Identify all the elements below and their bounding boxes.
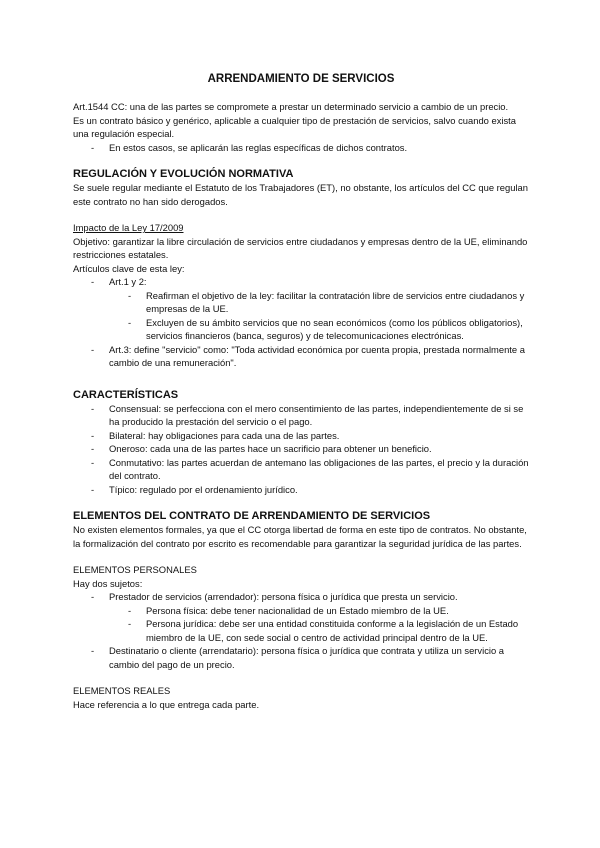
subheading-ley: Impacto de la Ley 17/2009 [73, 222, 184, 233]
intro-paragraph: Art.1544 CC: una de las partes se compromete a prestar un determinado servicio a cambio de un precio. [73, 101, 509, 112]
list-item: - Consensual: se perfecciona con el mero consentimiento de las partes, independientemente de si se ha producido la prestación del servicio o el pago. [73, 402, 529, 429]
paragraph: Hace referencia a lo que entrega cada parte. [73, 698, 260, 710]
paragraph: Objetivo: garantizar la libre circulación de servicios entre ciudadanos y empresas dentro de la UE, eliminando restricciones estatales. [73, 235, 528, 260]
list-item: - Reafirman el objetivo de la ley: facilitar la contratación libre de servicios entre ciudadanos y empresas de la UE. [73, 289, 529, 316]
sujetos-list [73, 590, 529, 671]
document-title: ARRENDAMIENTO DE SERVICIOS [207, 73, 395, 85]
section-heading-regulacion: REGULACIÓN Y EVOLUCIÓN NORMATIVA [73, 168, 294, 180]
section-heading-elementos: ELEMENTOS DEL CONTRATO DE ARRENDAMIENTO DE SERVICIOS [73, 510, 431, 522]
paragraph: Hay dos sujetos: [73, 577, 143, 589]
list-item: - Típico: regulado por el ordenamiento jurídico. [73, 483, 529, 497]
intro-list [73, 141, 529, 155]
paragraph: Se suele regular mediante el Estatuto de los Trabajadores (ET), no obstante, los artículos del CC que regulan este contrato no han sido derogados. [73, 182, 528, 207]
list-item: - Excluyen de su ámbito servicios que no sean económicos (como los públicos obligatorios), servicios financieros (banca, seguros) y de telecomunicaciones electrónicas. [73, 316, 529, 343]
caracteristicas-list [73, 402, 529, 497]
paragraph: Artículos clave de esta ley: [73, 262, 185, 274]
list-item: - Art.3: define "servicio" como: "Toda actividad económica por cuenta propia, prestada normalmente a cambio de una remuneración". [73, 343, 529, 370]
list-item: - Persona jurídica: debe ser una entidad constituida conforme a la legislación de un Estado miembro de la UE, con sede social o centro de actividad principal dentro de la UE. [73, 617, 529, 644]
list-item: - Persona física: debe tener nacionalidad de un Estado miembro de la UE. [73, 604, 529, 618]
subheading-reales: ELEMENTOS REALES [73, 685, 171, 696]
subheading-personales: ELEMENTOS PERSONALES [73, 564, 197, 575]
paragraph: No existen elementos formales, ya que el CC otorga libertad de forma en este tipo de contratos. No obstante, la formalización del contrato por escrito es recomendable para garantizar la seguridad jurídica de las partes. [73, 524, 527, 549]
list-item: - Destinatario o cliente (arrendatario): persona física o jurídica que contrata y utiliza un servicio a cambio del pago de un precio. [73, 644, 529, 671]
intro-paragraph: Es un contrato básico y genérico, aplicable a cualquier tipo de prestación de servicios, salvo cuando exista una regulación especial. [73, 114, 516, 139]
list-item: - Prestador de servicios (arrendador): persona física o jurídica que presta un servicio. [73, 590, 529, 604]
list-item: - Oneroso: cada una de las partes hace un sacrificio para obtener un beneficio. [73, 442, 529, 456]
list-item: - Art.1 y 2: [73, 275, 529, 289]
list-item: - Bilateral: hay obligaciones para cada una de las partes. [73, 429, 529, 443]
section-heading-caracteristicas: CARACTERÍSTICAS [73, 388, 179, 401]
document-page [73, 72, 529, 711]
list-item: - En estos casos, se aplicarán las reglas específicas de dichos contratos. [73, 141, 529, 155]
list-item: - Conmutativo: las partes acuerdan de antemano las obligaciones de las partes, el precio y la duración del contrato. [73, 456, 529, 483]
articulos-list [73, 275, 529, 370]
